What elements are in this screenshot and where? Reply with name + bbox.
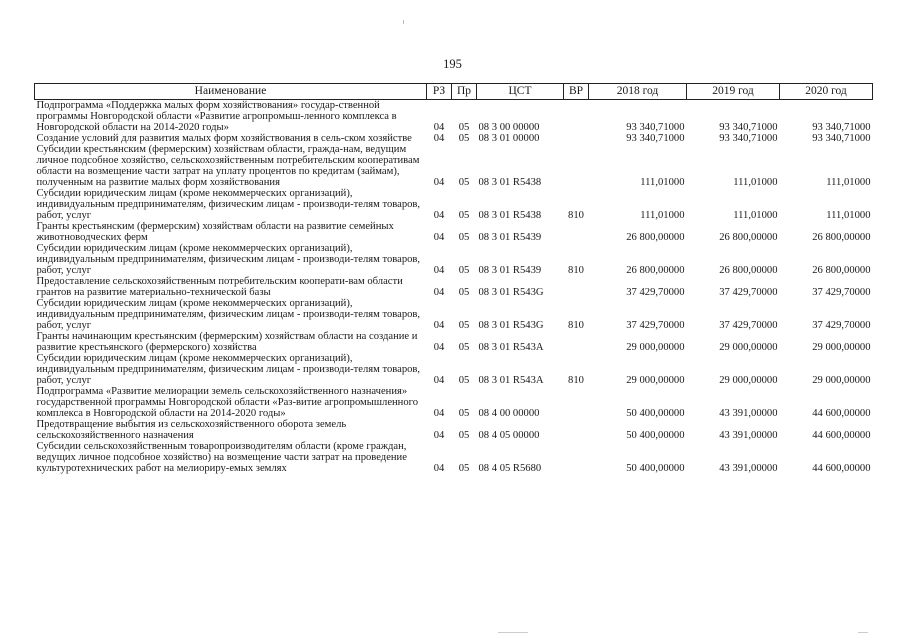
- page-number: 195: [443, 57, 462, 71]
- cell-2019: 29 000,00000: [719, 342, 778, 353]
- cell-pr: 05: [458, 133, 470, 144]
- cell-pr: 05: [458, 210, 470, 221]
- cell-pr: 05: [458, 320, 470, 331]
- cell-cst: 08 3 01 R5439: [478, 265, 542, 276]
- cell-2019: 93 340,71000: [719, 122, 778, 133]
- table-body: [35, 100, 873, 475]
- cell-2020: 44 600,00000: [812, 463, 871, 474]
- cell-vr: [564, 221, 589, 243]
- col-header-cst: ЦСТ: [477, 84, 564, 100]
- cell-2020: 44 600,00000: [812, 408, 871, 419]
- cell-name: Субсидии крестьянским (фермерским) хозяйствам области, гражда-нам, ведущим личное подсобное хозяйство, сельскохозяйственным потребительским кооперативам области на возмещение части затрат на уплату процентов по кредитам (займам), полученным на развитие малых форм хозяйствования: [36, 144, 420, 188]
- cell-2018: 111,01000: [640, 177, 685, 188]
- col-header-2020: 2020 год: [780, 84, 873, 100]
- table-row: [35, 386, 873, 419]
- cell-cst: 08 3 01 R543A: [478, 342, 544, 353]
- cell-2020: 29 000,00000: [812, 342, 871, 353]
- cell-name: Подпрограмма «Поддержка малых форм хозяйствования» государ-ственной программы Новгородской области «Развитие агропромыш-ленного комплекса в Новгородской области на 2014-2020 годы»: [36, 100, 397, 133]
- cell-name: Предотвращение выбытия из сельскохозяйственного оборота земель сельскохозяйственного назначения: [36, 419, 347, 441]
- table-row: [35, 188, 873, 221]
- cell-cst: 08 3 01 R543G: [478, 320, 544, 331]
- cell-2019: 37 429,70000: [719, 287, 778, 298]
- cell-vr: [564, 419, 589, 441]
- cell-vr: [564, 441, 589, 474]
- cell-2018: 93 340,71000: [626, 133, 685, 144]
- cell-2019: 111,01000: [733, 210, 778, 221]
- cell-vr: [564, 100, 589, 134]
- cell-rz: 04: [433, 430, 445, 441]
- table-row: [35, 243, 873, 276]
- cell-cst: 08 3 01 00000: [478, 133, 540, 144]
- cell-2018: 26 800,00000: [626, 265, 685, 276]
- table-row: [35, 133, 873, 144]
- cell-rz: 04: [433, 375, 445, 386]
- cell-rz: 04: [433, 287, 445, 298]
- cell-2018: 29 000,00000: [626, 375, 685, 386]
- cell-2018: 111,01000: [640, 210, 685, 221]
- cell-rz: 04: [433, 342, 445, 353]
- cell-name: Подпрограмма «Развитие мелиорации земель сельскохозяйственного назначения» государственной программы Новгородской области «Раз-витие агропромышленного комплекса в Новгородской области на 2014-2020 годы»: [36, 386, 419, 419]
- cell-2020: 37 429,70000: [812, 287, 871, 298]
- cell-pr: 05: [458, 430, 470, 441]
- cell-vr: 810: [568, 265, 584, 276]
- cell-rz: 04: [433, 133, 445, 144]
- cell-rz: 04: [433, 408, 445, 419]
- cell-name: Субсидии юридическим лицам (кроме некоммерческих организаций), индивидуальным предпринимателям, физическим лицам - производи-телям товаров, работ, услуг: [36, 353, 421, 386]
- cell-2019: 37 429,70000: [719, 320, 778, 331]
- cell-2020: 111,01000: [826, 177, 871, 188]
- cell-rz: 04: [433, 320, 445, 331]
- cell-cst: 08 4 00 00000: [478, 408, 540, 419]
- cell-vr: [564, 133, 589, 144]
- cell-2020: 44 600,00000: [812, 430, 871, 441]
- cell-2019: 43 391,00000: [719, 430, 778, 441]
- cell-2019: 26 800,00000: [719, 265, 778, 276]
- cell-2019: 43 391,00000: [719, 408, 778, 419]
- cell-2018: 50 400,00000: [626, 430, 685, 441]
- table-row: [35, 298, 873, 331]
- cell-2020: 37 429,70000: [812, 320, 871, 331]
- scan-artifact: [403, 20, 404, 24]
- cell-pr: 05: [458, 375, 470, 386]
- budget-table: [34, 83, 873, 474]
- cell-pr: 05: [458, 232, 470, 243]
- cell-vr: [564, 386, 589, 419]
- cell-name: Предоставление сельскохозяйственным потребительским кооперати-вам области грантов на развитие материально-технической базы: [36, 276, 403, 298]
- cell-2019: 29 000,00000: [719, 375, 778, 386]
- cell-2020: 26 800,00000: [812, 232, 871, 243]
- scan-artifact: [858, 632, 868, 633]
- cell-vr: [564, 331, 589, 353]
- cell-cst: 08 3 00 00000: [478, 122, 540, 133]
- cell-cst: 08 3 01 R5438: [478, 210, 542, 221]
- cell-pr: 05: [458, 287, 470, 298]
- cell-2020: 26 800,00000: [812, 265, 871, 276]
- cell-2020: 29 000,00000: [812, 375, 871, 386]
- cell-name: Субсидии юридическим лицам (кроме некоммерческих организаций), индивидуальным предпринимателям, физическим лицам - производи-телям товаров, работ, услуг: [36, 188, 421, 221]
- cell-vr: 810: [568, 320, 584, 331]
- cell-vr: [564, 144, 589, 188]
- cell-rz: 04: [433, 210, 445, 221]
- cell-2018: 37 429,70000: [626, 320, 685, 331]
- scan-artifact: [498, 632, 528, 633]
- cell-name: Гранты крестьянским (фермерским) хозяйствам области на развитие семейных животноводческих ферм: [36, 221, 394, 243]
- cell-pr: 05: [458, 408, 470, 419]
- cell-rz: 04: [433, 232, 445, 243]
- cell-pr: 05: [458, 265, 470, 276]
- cell-vr: 810: [568, 375, 584, 386]
- cell-pr: 05: [458, 463, 470, 474]
- cell-name: Субсидии сельскохозяйственным товаропроизводителям области (кроме граждан, ведущих личное подсобное хозяйство) на возмещение части затрат на проведение культуротехнических работ на мелиориру-емых землях: [36, 441, 407, 474]
- cell-2019: 43 391,00000: [719, 463, 778, 474]
- cell-name: Гранты начинающим крестьянским (фермерским) хозяйствам области на создание и развитие крестьянского (фермерского) хозяйства: [36, 331, 418, 353]
- cell-pr: 05: [458, 177, 470, 188]
- cell-2018: 50 400,00000: [626, 408, 685, 419]
- header-row: [35, 84, 873, 100]
- col-header-name: Наименование: [35, 84, 427, 100]
- cell-2020: 93 340,71000: [812, 122, 871, 133]
- table-row: [35, 331, 873, 353]
- cell-vr: [564, 276, 589, 298]
- cell-2019: 111,01000: [733, 177, 778, 188]
- table-row: [35, 221, 873, 243]
- cell-2019: 93 340,71000: [719, 133, 778, 144]
- cell-2020: 111,01000: [826, 210, 871, 221]
- col-header-rz: РЗ: [427, 84, 452, 100]
- cell-rz: 04: [433, 265, 445, 276]
- table-row: [35, 144, 873, 188]
- col-header-2018: 2018 год: [589, 84, 687, 100]
- cell-cst: 08 3 01 R5439: [478, 232, 542, 243]
- table-row: [35, 353, 873, 386]
- cell-2018: 50 400,00000: [626, 463, 685, 474]
- table-row: [35, 276, 873, 298]
- cell-rz: 04: [433, 177, 445, 188]
- cell-2018: 93 340,71000: [626, 122, 685, 133]
- cell-pr: 05: [458, 342, 470, 353]
- cell-vr: 810: [568, 210, 584, 221]
- table-row: [35, 100, 873, 134]
- cell-2018: 37 429,70000: [626, 287, 685, 298]
- cell-cst: 08 4 05 00000: [478, 430, 540, 441]
- cell-cst: 08 3 01 R5438: [478, 177, 542, 188]
- cell-rz: 04: [433, 122, 445, 133]
- cell-2019: 26 800,00000: [719, 232, 778, 243]
- cell-2018: 29 000,00000: [626, 342, 685, 353]
- col-header-pr: Пр: [452, 84, 477, 100]
- col-header-2019: 2019 год: [687, 84, 780, 100]
- cell-cst: 08 3 01 R543G: [478, 287, 544, 298]
- cell-name: Создание условий для развития малых форм хозяйствования в сель-ском хозяйстве: [36, 133, 412, 144]
- cell-rz: 04: [433, 463, 445, 474]
- cell-name: Субсидии юридическим лицам (кроме некоммерческих организаций), индивидуальным предпринимателям, физическим лицам - производи-телям товаров, работ, услуг: [36, 243, 421, 276]
- cell-2018: 26 800,00000: [626, 232, 685, 243]
- table-row: [35, 441, 873, 474]
- cell-2020: 93 340,71000: [812, 133, 871, 144]
- cell-pr: 05: [458, 122, 470, 133]
- cell-name: Субсидии юридическим лицам (кроме некоммерческих организаций), индивидуальным предпринимателям, физическим лицам - производи-телям товаров, работ, услуг: [36, 298, 421, 331]
- table-row: [35, 419, 873, 441]
- cell-cst: 08 4 05 R5680: [478, 463, 542, 474]
- col-header-vr: ВР: [564, 84, 589, 100]
- cell-cst: 08 3 01 R543A: [478, 375, 544, 386]
